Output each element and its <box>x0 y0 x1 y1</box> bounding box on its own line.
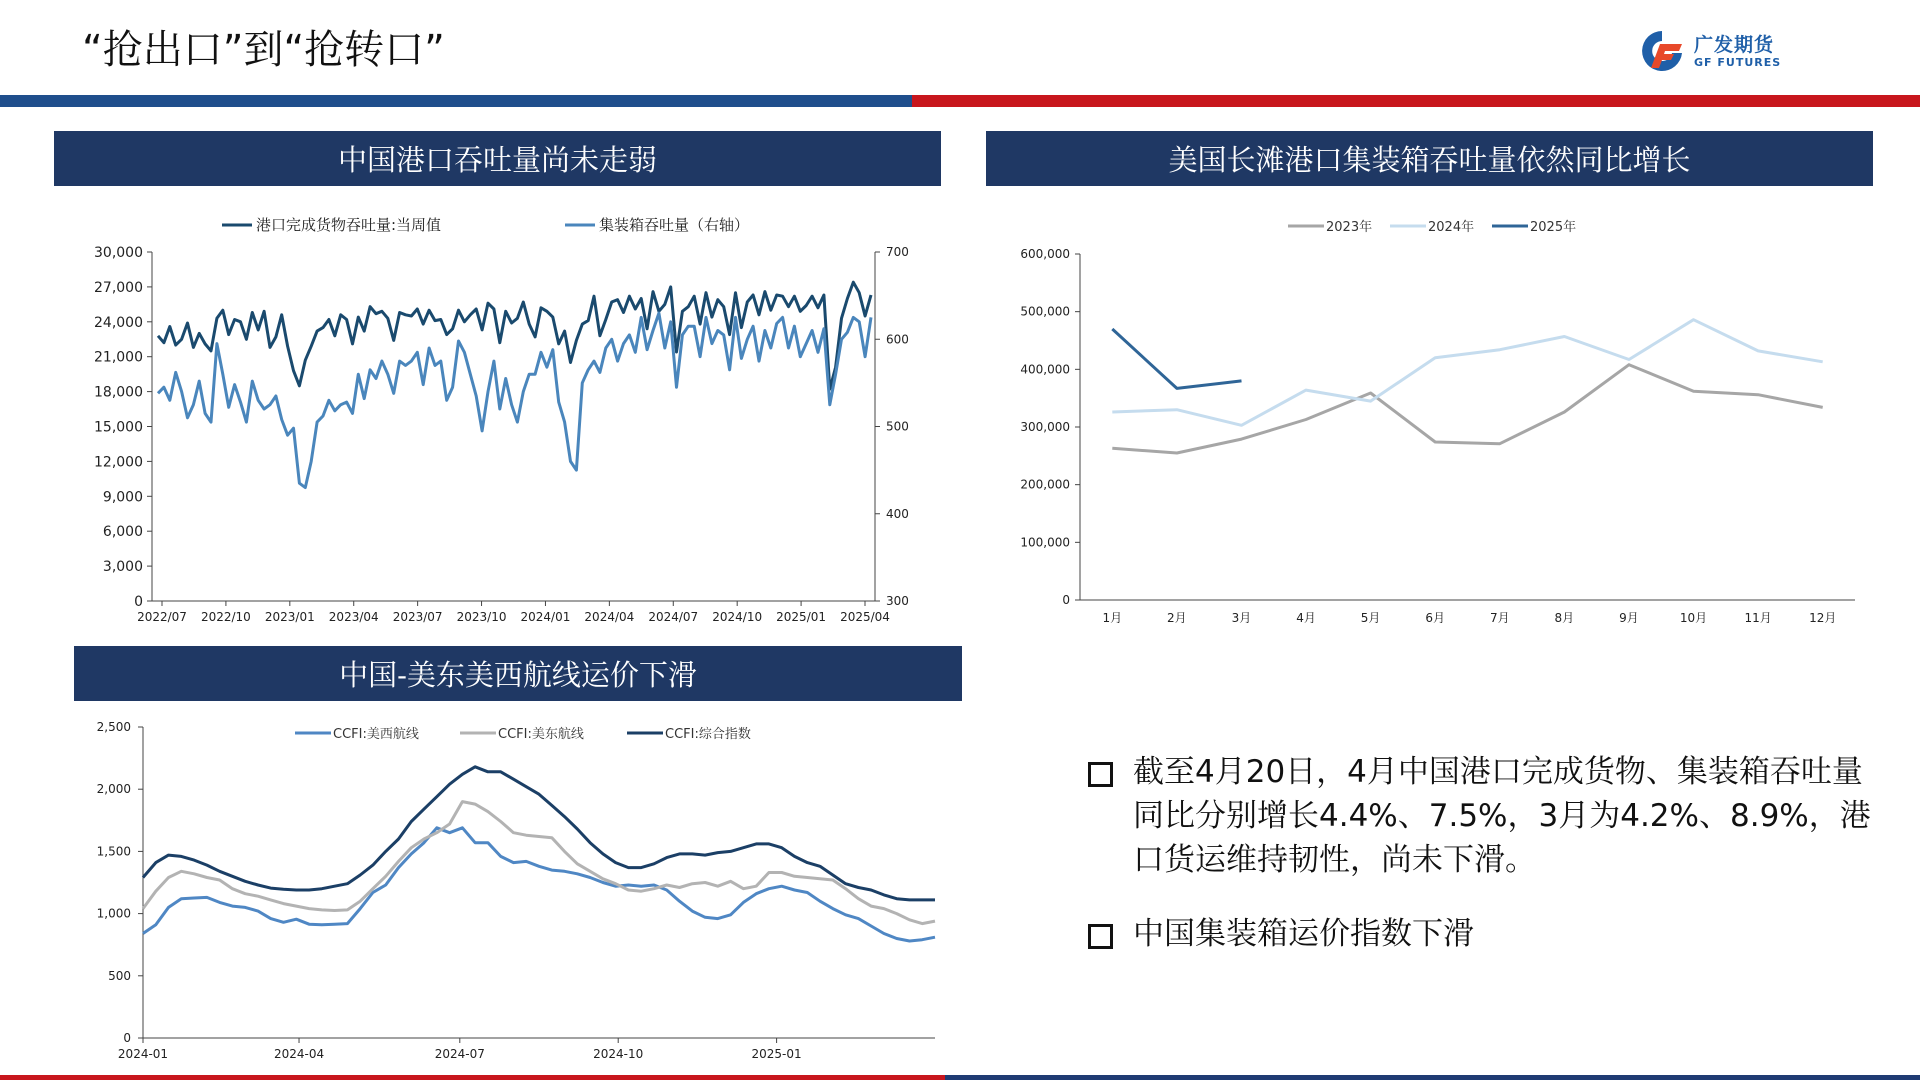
y-tick-label-right: 600 <box>886 332 909 347</box>
square-bullet-icon <box>1088 762 1113 787</box>
y-tick-label: 200,000 <box>1020 477 1070 492</box>
y-tick-label-left: 6,000 <box>102 524 143 541</box>
bullet-item-freight-index <box>1088 912 1878 956</box>
x-tick-label: 2025/01 <box>776 610 827 624</box>
y-tick-label-left: 18,000 <box>94 384 143 401</box>
x-tick-label: 7月 <box>1489 611 1510 625</box>
header-stripe-red <box>912 95 1920 107</box>
y-tick-label-left: 21,000 <box>94 349 143 366</box>
footer-stripe-red <box>0 1075 945 1080</box>
x-tick-label: 2022/10 <box>200 610 251 624</box>
legend-label: 2023年 <box>1326 220 1373 235</box>
x-tick-label: 2月 <box>1167 611 1187 625</box>
series-line-2 <box>158 313 871 488</box>
series-line-1 <box>1112 365 1822 453</box>
y-tick-label: 100,000 <box>1020 535 1070 550</box>
series-line-2 <box>143 802 935 924</box>
bullet-text: 中国集装箱运价指数下滑 <box>1133 916 1474 952</box>
y-tick-label: 300,000 <box>1020 420 1070 434</box>
x-tick-label: 2024/04 <box>584 610 635 624</box>
legend-label: 2024年 <box>1428 220 1475 235</box>
y-tick-label-right: 700 <box>886 245 909 259</box>
x-tick-label: 4月 <box>1296 611 1316 625</box>
y-tick-label-right: 500 <box>886 419 909 434</box>
x-tick-label: 1月 <box>1102 611 1123 625</box>
chart-port-throughput <box>70 200 940 630</box>
x-tick-label: 2024/07 <box>648 610 699 624</box>
series-line-3 <box>143 767 935 900</box>
x-tick-label: 2023/04 <box>328 610 379 624</box>
footer-stripe-blue <box>945 1075 1920 1080</box>
y-tick-label-right: 400 <box>886 506 909 521</box>
page-title: “抢出口”到“抢转口” <box>82 27 445 73</box>
y-tick-label-left: 30,000 <box>94 245 143 261</box>
y-tick-label: 2,000 <box>96 782 131 797</box>
legend-label: CCFI:美西航线 <box>333 727 419 742</box>
y-tick-label: 1,500 <box>96 844 131 859</box>
y-tick-label: 600,000 <box>1020 247 1070 261</box>
x-tick-label: 2022/07 <box>137 610 187 624</box>
x-tick-label: 2024/10 <box>712 610 763 624</box>
chart-long-beach-throughput <box>1000 200 1870 630</box>
legend-label: 2025年 <box>1530 220 1577 235</box>
x-tick-label: 2025/04 <box>840 610 890 624</box>
x-tick-label: 2023/07 <box>392 610 443 624</box>
x-tick-label: 9月 <box>1619 611 1639 625</box>
x-tick-label: 2023/10 <box>456 610 507 624</box>
y-tick-label: 0 <box>1062 593 1070 607</box>
logo-text-en: GF FUTURES <box>1694 56 1782 69</box>
series-line-3 <box>1112 329 1241 388</box>
x-tick-label: 5月 <box>1360 611 1381 625</box>
x-tick-label: 2023/01 <box>264 610 315 624</box>
legend-label: CCFI:综合指数 <box>665 727 751 742</box>
chart2-banner-title: 美国长滩港口集装箱吞吐量依然同比增长 <box>986 131 1873 186</box>
chart-ccfi-freight <box>90 705 950 1065</box>
x-tick-label: 8月 <box>1554 611 1575 625</box>
x-tick-label: 2024-04 <box>273 1047 325 1061</box>
bullet-text: 截至4月20日，4月中国港口完成货物、集装箱吞吐量同比分别增长4.4%、7.5%，3月为4.2%、8.9%，港口货运维持韧性，尚未下滑。 <box>1133 754 1871 878</box>
y-tick-label-left: 15,000 <box>94 419 143 436</box>
legend-label: 港口完成货物吞吐量:当周值 <box>256 216 442 234</box>
x-tick-label: 2024/01 <box>520 610 571 624</box>
y-tick-label-left: 27,000 <box>94 279 143 296</box>
y-tick-label-left: 3,000 <box>102 559 143 576</box>
logo-text-cn: 广发期货 <box>1694 34 1775 56</box>
x-tick-label: 3月 <box>1231 611 1252 625</box>
chart3-banner-title: 中国-美东美西航线运价下滑 <box>74 646 962 701</box>
x-tick-label: 2024-07 <box>434 1047 485 1061</box>
series-line-2 <box>1112 320 1822 426</box>
x-tick-label: 2024-10 <box>593 1047 644 1061</box>
x-tick-label: 2025-01 <box>751 1047 802 1061</box>
legend-label: 集装箱吞吐量（右轴） <box>599 216 750 234</box>
chart1-banner-title: 中国港口吞吐量尚未走弱 <box>54 131 941 186</box>
y-tick-label: 0 <box>123 1031 131 1045</box>
legend-label: CCFI:美东航线 <box>498 727 584 742</box>
y-tick-label: 2,500 <box>96 720 131 734</box>
x-tick-label: 10月 <box>1679 611 1708 625</box>
y-tick-label-left: 0 <box>134 594 143 610</box>
x-tick-label: 6月 <box>1425 611 1446 625</box>
y-tick-label-left: 12,000 <box>94 454 143 471</box>
bullet-item-port-growth <box>1088 750 1878 882</box>
gf-logo-icon <box>1638 28 1686 74</box>
bullet-list <box>1088 750 1878 986</box>
x-tick-label: 11月 <box>1744 611 1772 625</box>
company-logo <box>1638 28 1798 74</box>
header-stripe-blue <box>0 95 912 107</box>
y-tick-label-right: 300 <box>886 594 909 608</box>
y-tick-label: 500,000 <box>1020 304 1070 319</box>
y-tick-label: 500 <box>108 968 131 983</box>
y-tick-label-left: 24,000 <box>94 314 143 331</box>
x-tick-label: 12月 <box>1809 611 1837 625</box>
y-tick-label: 1,000 <box>96 906 131 921</box>
y-tick-label-left: 9,000 <box>102 489 143 506</box>
x-tick-label: 2024-01 <box>117 1047 169 1061</box>
square-bullet-icon <box>1088 924 1113 949</box>
y-tick-label: 400,000 <box>1020 362 1070 377</box>
